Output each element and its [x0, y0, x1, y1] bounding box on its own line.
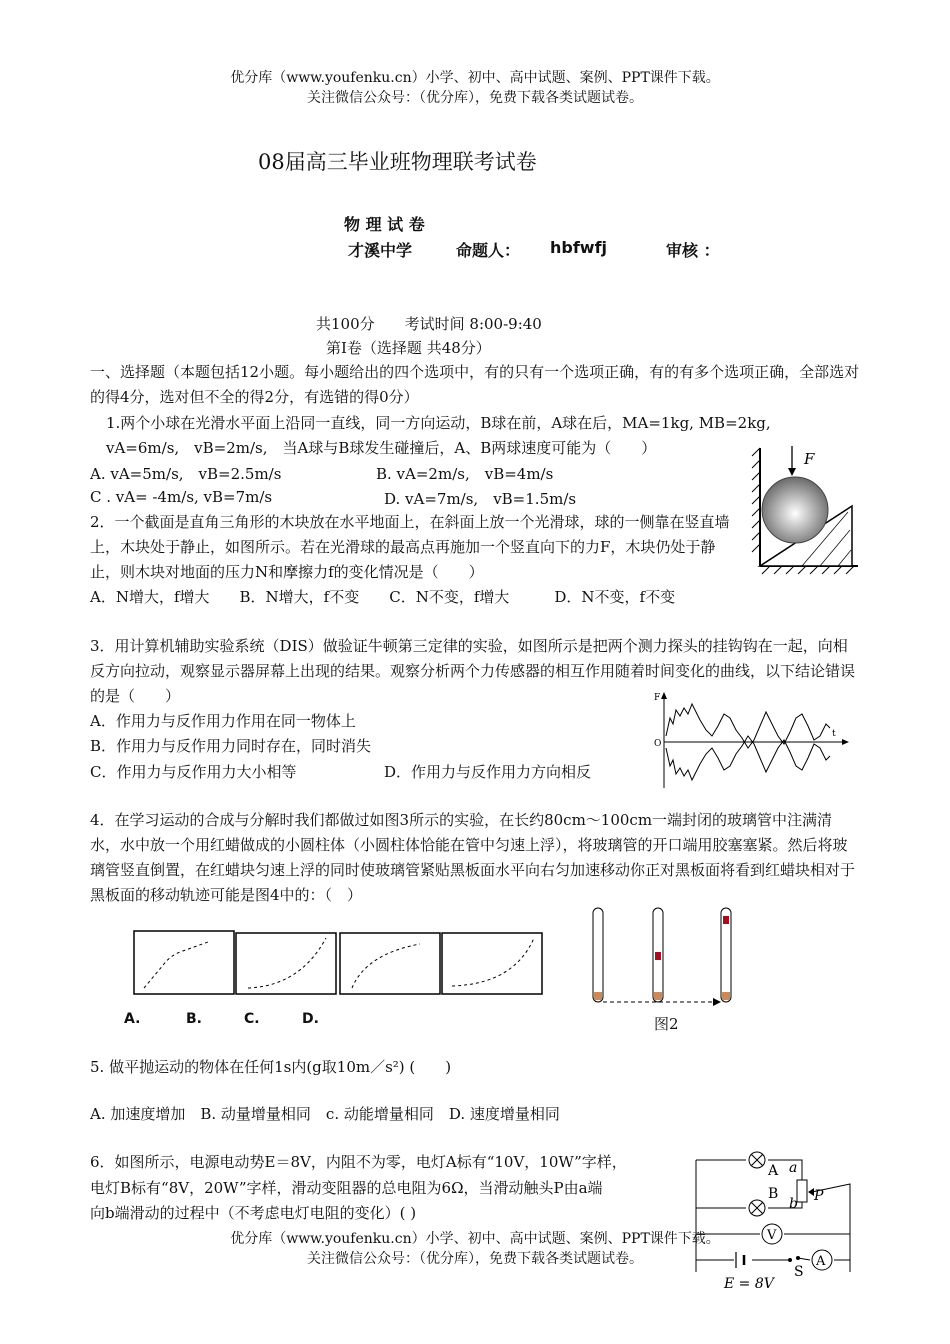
q4-label-a: A. — [124, 1011, 141, 1027]
label-lamp-b: B — [768, 1186, 779, 1202]
q4-stem: 4．在学习运动的合成与分解时我们都做过如图3所示的实验，在长约80cm～100cm一端封闭的玻璃管中注满清水，水中放一个用红蜡做成的小圆柱体（小圆柱体恰能在管中匀速上浮），将玻璃管的开口端用胶塞塞紧。然后将玻璃管竖直倒置，在红蜡块匀速上浮的同时使玻璃管紧贴黑板面水平向右匀加速移动你正对黑板面将看到红蜡块相对于黑板面的移动轨迹可能是图4中的：（ ） — [90, 811, 856, 904]
header-line-2: 关注微信公众号：（优分库），免费下载各类试题试卷。 — [307, 90, 643, 106]
q2-figure — [742, 440, 862, 580]
graph-o-label: O — [654, 739, 662, 749]
trajectory-box-a — [134, 931, 234, 994]
stopper-3 — [722, 992, 730, 1000]
tube-1 — [593, 908, 603, 1002]
trajectory-c — [352, 944, 420, 988]
rheostat — [797, 1180, 807, 1202]
wax-block-2 — [655, 952, 661, 960]
q1-stem-2: vA=6m/s, vB=2m/s, 当A球与B球发生碰撞后，A、B两球速度可能为（ ） — [106, 439, 657, 457]
exam-info: 共100分 考试时间 8:00-9:40 — [316, 315, 542, 333]
footer-line-2: 关注微信公众号：（优分库），免费下载各类试题试卷。 — [307, 1251, 643, 1267]
graph-x-arrow — [842, 739, 849, 745]
meta-author-label: 命题人： — [456, 241, 521, 260]
q5-stem: 5. 做平抛运动的物体在任何1s内(g取10m／s²) ( ) — [90, 1058, 452, 1076]
label-slider-p: P — [814, 1188, 824, 1204]
q3-option-d: D．作用力与反作用力方向相反 — [384, 763, 592, 781]
trajectory-box-b — [236, 933, 336, 994]
q6-line-2: 电灯B标有“8V，20W”字样，滑动变阻器的总电阻为6Ω，当滑动触头P由a端 — [90, 1179, 603, 1197]
q1-stem-1: 1.两个小球在光滑水平面上沿同一直线，同一方向运动，B球在前，A球在后，MA=1kg, MB=2kg, — [106, 414, 771, 432]
label-lamp-a: A — [768, 1163, 779, 1179]
graph-f-label: F — [654, 693, 661, 703]
q1-option-d: D. vA=7m/s, vB=1.5m/s — [384, 490, 577, 508]
q5-options: A. 加速度增加 B. 动量增量相同 c. 动能增量相同 D. 速度增量相同 — [90, 1105, 560, 1123]
q1-option-a: A. vA=5m/s, vB=2.5m/s — [90, 465, 282, 483]
trajectory-box-d — [442, 933, 542, 994]
smooth-ball — [762, 477, 828, 543]
force-arrowhead — [788, 468, 796, 476]
footer-line-1: 优分库（www.youfenku.cn）小学、初中、高中试题、案例、PPT课件下载。 — [230, 1231, 720, 1247]
label-b-end: b — [789, 1196, 798, 1212]
header-line-1: 优分库（www.youfenku.cn）小学、初中、高中试题、案例、PPT课件下载。 — [230, 70, 720, 86]
fig2-label: 图2 — [654, 1015, 679, 1033]
graph-t-label: t — [832, 729, 836, 739]
q6-line-3: 向b端滑动的过程中（不考虑电灯电阻的变化）( ) — [90, 1204, 417, 1222]
label-ammeter: A — [816, 1254, 826, 1269]
motion-arrowhead — [713, 998, 721, 1006]
trajectory-b — [248, 938, 326, 988]
label-voltmeter: V — [767, 1228, 777, 1243]
meta-school: 才溪中学 — [348, 241, 413, 260]
label-switch: S — [794, 1264, 804, 1280]
label-a-end: a — [789, 1160, 798, 1176]
trajectory-a — [144, 942, 208, 988]
curve-lower — [666, 736, 830, 780]
part1-title: 第Ⅰ卷（选择题 共48分） — [326, 339, 491, 357]
q3-force-graph — [650, 690, 855, 790]
section1-intro: 一、选择题（本题包括12小题。每小题给出的四个选项中，有的只有一个选项正确，有的有多个选项正确，全部选对的得4分，选对但不全的得2分，有选错的得0分） — [90, 363, 860, 406]
q3-option-b: B．作用力与反作用力同时存在，同时消失 — [90, 737, 372, 755]
force-label: F — [804, 450, 815, 468]
meta-author: hbfwfj — [550, 238, 608, 257]
q4-tubes-figure — [585, 904, 745, 1006]
q1-option-c: C . vA= -4m/s, vB=7m/s — [90, 488, 273, 506]
stopper-2 — [654, 992, 662, 1000]
q1-option-b: B. vA=2m/s, vB=4m/s — [376, 465, 554, 483]
trajectory-box-c — [340, 933, 440, 994]
wall-hatch — [752, 448, 760, 552]
stopper-1 — [594, 992, 602, 1000]
q6-line-1: 6．如图所示，电源电动势E＝8V，内阻不为零，电灯A标有“10V，10W”字样， — [90, 1153, 627, 1171]
meta-reviewer-label: 审核 ： — [666, 241, 720, 260]
page-title: 08届高三毕业班物理联考试卷 — [258, 150, 537, 174]
q2-stem: 2．一个截面是直角三角形的木块放在水平地面上，在斜面上放一个光滑球，球的一侧靠在竖直墙上，木块处于静止，如图所示。若在光滑球的最高点再施加一个竖直向下的力F，木块仍处于静止，则木块对地面的压力N和摩擦力f的变化情况是（ ） — [90, 513, 730, 581]
graph-y-arrow — [661, 692, 667, 699]
q4-label-b: B. — [186, 1011, 202, 1027]
q4-trajectory-figures — [130, 928, 545, 998]
subtitle: 物 理 试 卷 — [344, 215, 425, 234]
q4-label-d: D. — [302, 1011, 319, 1027]
trajectory-d — [452, 938, 534, 986]
q6-circuit — [690, 1148, 862, 1294]
ground-hatch — [762, 566, 854, 574]
curve-upper — [666, 704, 830, 748]
q2-options: A．N增大，f增大 B．N增大，f不变 C．N不变，f增大 D．N不变，f不变 — [90, 588, 676, 606]
q3-option-c: C．作用力与反作用力大小相等 — [90, 763, 297, 781]
label-emf: E = 8V — [724, 1276, 774, 1292]
q3-stem: 3．用计算机辅助实验系统（DIS）做验证牛顿第三定律的实验，如图所示是把两个测力探头的挂钩钩在一起，向相反方向拉动，观察显示器屏幕上出现的结果。观察分析两个力传感器的相互作用随着时间变化的曲线，以下结论错误的是（ ） — [90, 637, 856, 705]
wax-block-3 — [723, 916, 729, 924]
q4-label-c: C. — [244, 1011, 260, 1027]
q3-option-a: A．作用力与反作用力作用在同一物体上 — [90, 712, 356, 730]
